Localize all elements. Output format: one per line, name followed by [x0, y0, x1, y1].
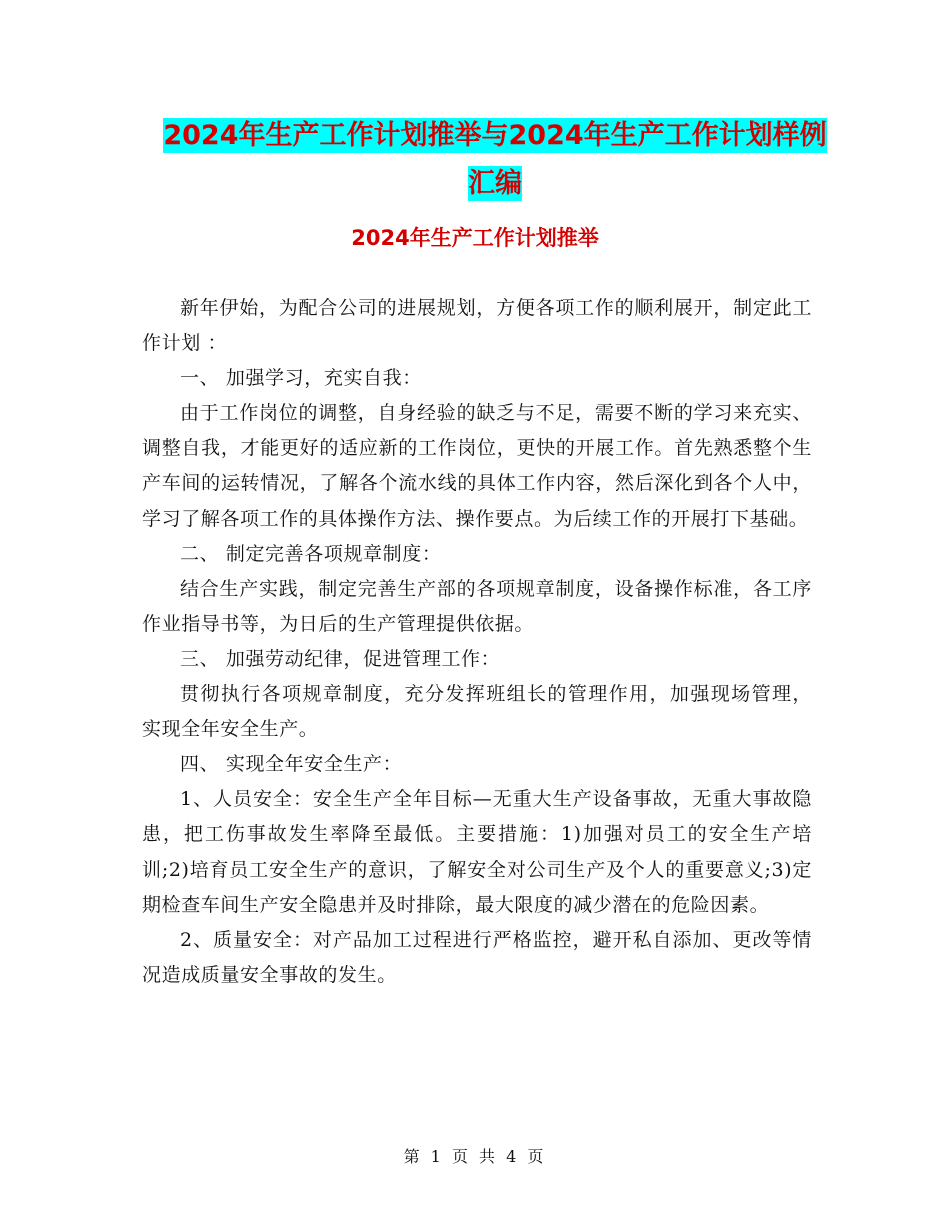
paragraph-personnel-safety: 1、人员安全：安全生产全年目标—无重大生产设备事故，无重大事故隐患，把工伤事故发生率降至最低。主要措施：1)加强对员工的安全生产培训;2)培育员工安全生产的意识，了解安全对公司生产及个人的重要意义;3)定期检查车间生产安全隐患并及时排除，最大限度的减少潜在的危险因素。 — [142, 788, 812, 916]
section-title: 2024年生产工作计划推举 — [351, 226, 599, 250]
document-body — [142, 291, 812, 993]
heading-item-2: 二、 制定完善各项规章制度： — [180, 542, 442, 565]
document-title-line-1: 2024年生产工作计划推举与2024年生产工作计划样例 — [163, 120, 827, 151]
heading-item-3: 三、 加强劳动纪律，促进管理工作： — [180, 647, 501, 670]
paragraph-item-2: 结合生产实践，制定完善生产部的各项规章制度，设备操作标准，各工序作业指导书等，为日后的生产管理提供依据。 — [142, 577, 812, 635]
page-number-footer: 第 1 页 共 4 页 — [403, 1147, 547, 1166]
document-title-line-2: 汇编 — [468, 168, 522, 199]
paragraph-quality-safety: 2、质量安全：对产品加工过程进行严格监控，避开私自添加、更改等情况造成质量安全事故的发生。 — [142, 928, 812, 986]
paragraph-item-1: 由于工作岗位的调整，自身经验的缺乏与不足，需要不断的学习来充实、调整自我，才能更好的适应新的工作岗位，更快的开展工作。首先熟悉整个生产车间的运转情况，了解各个流水线的具体工作内容，然后深化到各个人中，学习了解各项工作的具体操作方法、操作要点。为后续工作的开展打下基础。 — [142, 402, 812, 530]
paragraph-item-3: 贯彻执行各项规章制度，充分发挥班组长的管理作用，加强现场管理， 实现全年安全生产。 — [142, 683, 812, 741]
document-title — [140, 112, 850, 208]
paragraph-intro: 新年伊始，为配合公司的进展规划，方便各项工作的顺利展开，制定此工作计划 ： — [142, 297, 812, 355]
heading-item-1: 一、 加强学习，充实自我： — [180, 367, 422, 390]
heading-item-4: 四、 实现全年安全生产： — [180, 753, 403, 776]
